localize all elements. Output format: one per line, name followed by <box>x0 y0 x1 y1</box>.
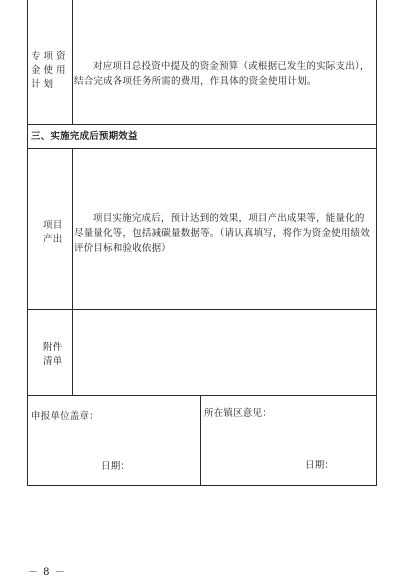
fund-plan-label: 专项资金使用计划 <box>31 51 69 90</box>
district-date-label: 日期： <box>305 460 335 471</box>
row-divider-4 <box>27 395 377 396</box>
row-divider-1 <box>27 124 377 125</box>
table-bottom-border <box>27 485 377 486</box>
table-right-border <box>376 0 377 485</box>
signature-column-divider <box>200 395 201 485</box>
fund-plan-description: 对应项目总投资中提及的资金预算（或根据已发生的实际支出），结合完成各项任务所需的费用，作具体的资金使用计划。 <box>74 61 370 87</box>
district-opinion-label: 所在镇区意见： <box>204 408 272 419</box>
project-output-description: 项目实施完成后，预计达到的效果，项目产出成果等，能量化的尽量量化等，包括减碳量数据等。（请认真填写，将作为资金使用绩效评价目标和验收依据） <box>74 213 370 254</box>
page-number: － 8 － <box>28 567 66 578</box>
applicant-seal-label: 申报单位盖章： <box>31 411 99 422</box>
attachments-field[interactable] <box>73 310 376 395</box>
section-title: 三、实施完成后预期效益 <box>31 131 138 142</box>
project-output-label: 项目产出 <box>43 220 63 245</box>
applicant-date-label: 日期： <box>101 461 131 472</box>
attachments-label: 附件清单 <box>43 342 63 367</box>
label-column-divider-1 <box>72 0 73 124</box>
table-left-border <box>27 0 28 485</box>
row-divider-2 <box>27 148 377 149</box>
